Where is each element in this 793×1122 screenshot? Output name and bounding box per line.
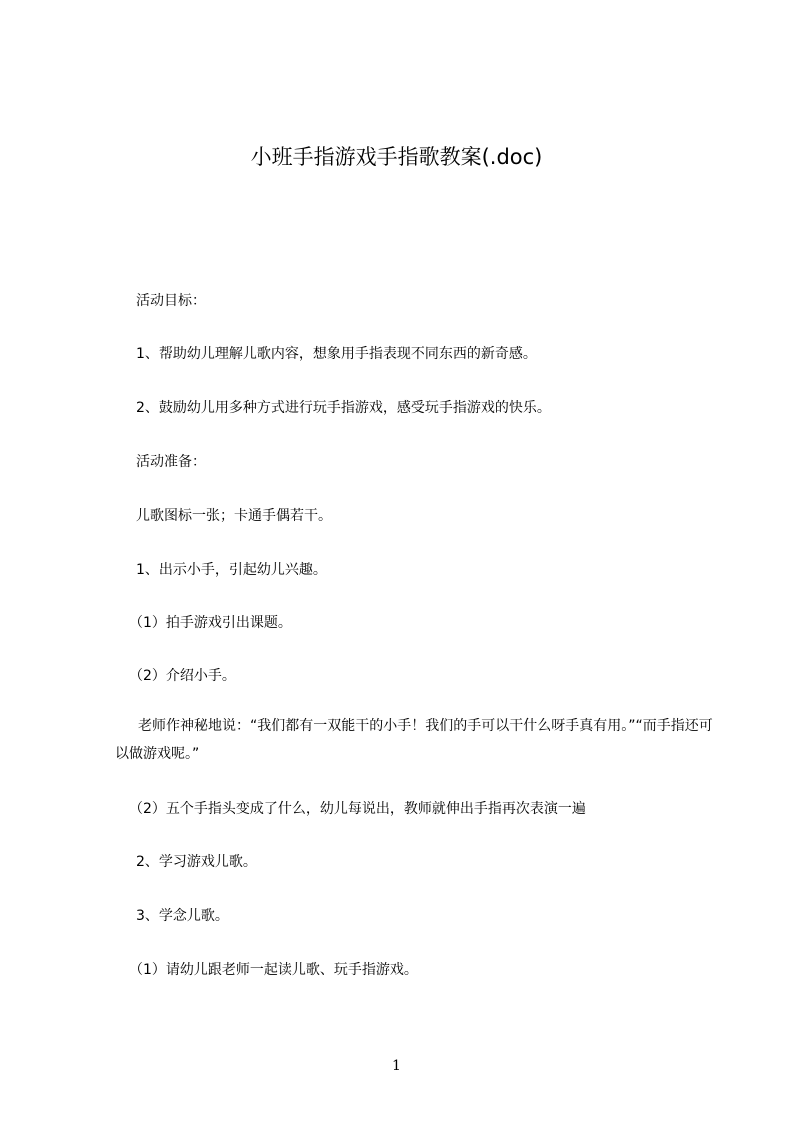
paragraph-teacher-dialogue: 老师作神秘地说：“我们都有一双能干的小手！我们的手可以干什么呀手真有用。”“而手指还可以做游戏呢。” xyxy=(115,718,713,762)
paragraph-step-1-sub-3: （2）五个手指头变成了什么，幼儿每说出，教师就伸出手指再次表演一遍 xyxy=(129,801,586,817)
paragraph-prep-materials: 儿歌图标一张；卡通手偶若干。 xyxy=(136,508,332,524)
paragraph-step-3: 3、学念儿歌。 xyxy=(136,908,229,924)
paragraph-activity-prep-heading: 活动准备： xyxy=(136,454,206,470)
paragraph-goal-2: 2、鼓励幼儿用多种方式进行玩手指游戏，感受玩手指游戏的快乐。 xyxy=(136,400,551,416)
paragraph-step-1: 1、出示小手，引起幼儿兴趣。 xyxy=(136,562,327,578)
paragraph-step-2: 2、学习游戏儿歌。 xyxy=(136,854,257,870)
paragraph-goal-1: 1、帮助幼儿理解儿歌内容，想象用手指表现不同东西的新奇感。 xyxy=(136,346,537,362)
paragraph-activity-goals-heading: 活动目标： xyxy=(136,293,206,309)
paragraph-step-1-sub-2: （2）介绍小手。 xyxy=(129,668,236,684)
paragraph-step-1-sub-1: （1）拍手游戏引出课题。 xyxy=(129,615,292,631)
page-number: 1 xyxy=(392,1058,401,1074)
paragraph-step-3-sub-1: （1）请幼儿跟老师一起读儿歌、玩手指游戏。 xyxy=(129,962,418,978)
document-title: 小班手指游戏手指歌教案(.doc) xyxy=(250,145,543,169)
